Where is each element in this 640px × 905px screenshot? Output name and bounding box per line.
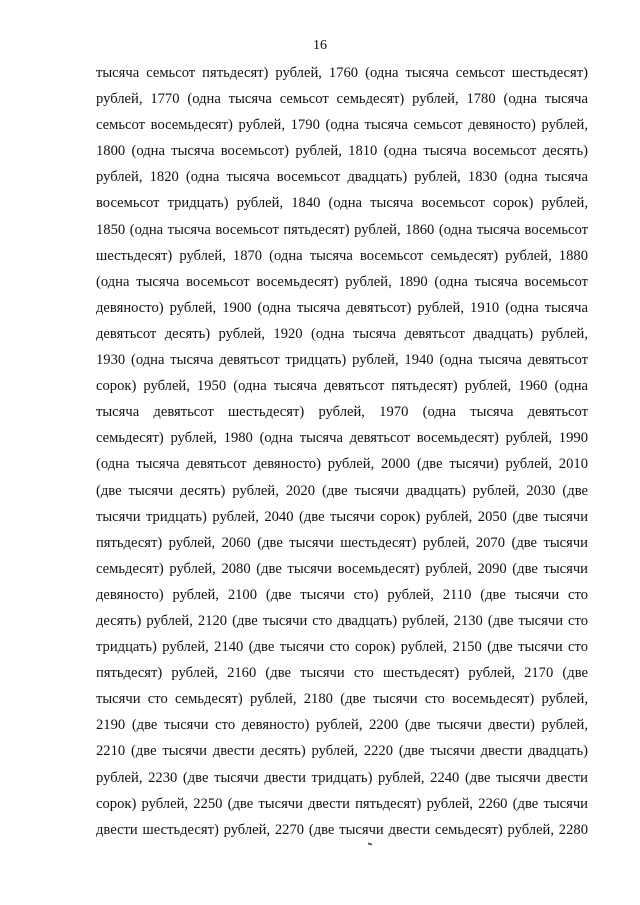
text-line: рублей, 2230 (две тысячи двести тридцать) рублей, 2240 (две тысячи двести: [96, 769, 588, 786]
text-line: 1800 (одна тысяча восемьсот) рублей, 1810 (одна тысяча восемьсот десять): [96, 143, 588, 160]
text-line: семьсот восемьдесят) рублей, 1790 (одна тысяча семьсот девяносто) рублей,: [96, 117, 588, 134]
text-line: девяносто) рублей, 1900 (одна тысяча девятьсот) рублей, 1910 (одна тысяча: [96, 299, 588, 316]
text-line: десять) рублей, 2120 (две тысячи сто двадцать) рублей, 2130 (две тысячи сто: [96, 612, 588, 629]
text-line: (одна тысяча восемьсот восемьдесят) рублей, 1890 (одна тысяча восемьсот: [96, 273, 588, 290]
text-line: двести шестьдесят) рублей, 2270 (две тысячи двести семьдесят) рублей, 2280: [96, 821, 588, 838]
text-line: восемьсот тридцать) рублей, 1840 (одна тысяча восемьсот сорок) рублей,: [96, 195, 588, 212]
text-line: девятьсот десять) рублей, 1920 (одна тысяча девятьсот двадцать) рублей,: [96, 325, 588, 342]
text-line: тысячи тридцать) рублей, 2040 (две тысячи сорок) рублей, 2050 (две тысячи: [96, 508, 588, 525]
text-line: (одна тысяча девятьсот девяносто) рублей, 2000 (две тысячи) рублей, 2010: [96, 456, 588, 473]
text-line: 1930 (одна тысяча девятьсот тридцать) рублей, 1940 (одна тысяча девятьсот: [96, 352, 588, 369]
text-line: тысячи сто семьдесят) рублей, 2180 (две тысячи сто восемьдесят) рублей,: [96, 691, 588, 708]
text-line: семьдесят) рублей, 1980 (одна тысяча девятьсот восемьдесят) рублей, 1990: [96, 430, 588, 447]
body-text: [96, 63, 588, 846]
text-line: тысяча девятьсот шестьдесят) рублей, 1970 (одна тысяча девятьсот: [96, 404, 588, 421]
text-line: шестьдесят) рублей, 1870 (одна тысяча восемьсот семьдесят) рублей, 1880: [96, 247, 588, 264]
text-line: рублей, 1820 (одна тысяча восемьсот двадцать) рублей, 1830 (одна тысяча: [96, 169, 588, 186]
text-line: сорок) рублей, 1950 (одна тысяча девятьсот пятьдесят) рублей, 1960 (одна: [96, 378, 588, 395]
text-line: 2190 (две тысячи сто девяносто) рублей, 2200 (две тысячи двести) рублей,: [96, 717, 588, 734]
page-number: 16: [313, 38, 327, 53]
text-line: 2210 (две тысячи двести десять) рублей, 2220 (две тысячи двести двадцать): [96, 743, 588, 760]
text-line: 1850 (одна тысяча восемьсот пятьдесят) рублей, 1860 (одна тысяча восемьсот: [96, 221, 588, 238]
text-line: девяносто) рублей, 2100 (две тысячи сто) рублей, 2110 (две тысячи сто: [96, 586, 588, 603]
text-line: пятьдесят) рублей, 2060 (две тысячи шестьдесят) рублей, 2070 (две тысячи: [96, 534, 588, 551]
text-line: тридцать) рублей, 2140 (две тысячи сто сорок) рублей, 2150 (две тысячи сто: [96, 639, 588, 656]
text-line: (две тысячи десять) рублей, 2020 (две тысячи двадцать) рублей, 2030 (две: [96, 482, 588, 499]
text-line: рублей, 1770 (одна тысяча семьсот семьдесят) рублей, 1780 (одна тысяча: [96, 91, 588, 108]
text-line: семьдесят) рублей, 2080 (две тысячи восемьдесят) рублей, 2090 (две тысячи: [96, 560, 588, 577]
text-line: тысяча семьсот пятьдесят) рублей, 1760 (одна тысяча семьсот шестьдесят): [96, 65, 588, 81]
text-line: сорок) рублей, 2250 (две тысячи двести пятьдесят) рублей, 2260 (две тысячи: [96, 795, 588, 812]
text-line: пятьдесят) рублей, 2160 (две тысячи сто шестьдесят) рублей, 2170 (две: [96, 665, 588, 682]
